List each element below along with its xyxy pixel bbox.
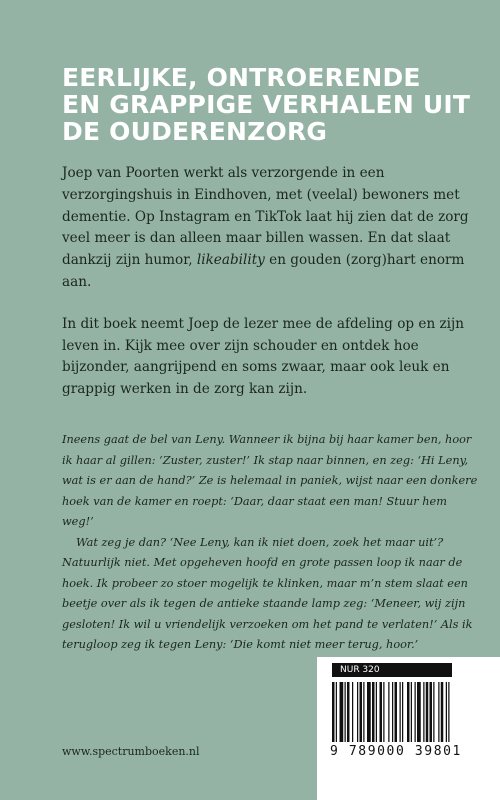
barcode-bar [372,682,375,742]
headline [62,64,482,145]
isbn-barcode [330,682,500,744]
barcode-bar [383,682,384,742]
barcode-bar [400,682,401,742]
barcode-bar [415,682,416,742]
barcode-bar [407,682,410,742]
barcode-bar [352,682,353,742]
barcode-bar [438,682,439,742]
barcode-bar [380,682,383,742]
blurb-paragraph-2: In dit boek neemt Joep de lezer mee de afdeling op en zijn leven in. Kijk mee over zijn schouder en ontdek hoe bijzonder, aangrijpend en soms zwaar, maar ook leuk en grappig werken in de zorg kan zijn. [62,315,465,398]
barcode-bar [430,682,433,742]
blurb-text: en gouden (zorg)hart enorm aan. [62,252,465,290]
barcode-bar [392,682,393,742]
barcode-bar [411,682,412,742]
isbn-digits: 9 789000 39801 [330,744,462,759]
barcode-bar [376,682,377,742]
barcode-bar [417,682,421,742]
blurb-paragraph-1 [62,163,480,294]
barcode-bar [340,682,344,742]
book-excerpt [62,430,480,656]
barcode-bar [426,682,429,742]
blurb [62,163,480,421]
excerpt-paragraph-1: Ineens gaat de bel van Leny. Wanneer ik bijna bij haar kamer ben, hoor ik haar al gillen: ‘Zuster, zuster!’ Ik stap naar binnen, en zeg: ‘Hi Leny, wat is er aan de hand?’ Ze is helemaal in paniek, wijst naar een donkere hoek van de kamer en roept: ‘Daar, daar staat een man! Stuur hem weg!’ [62,433,478,528]
barcode-bar [347,682,350,742]
barcode-bar [448,682,449,742]
barcode-bar [357,682,358,742]
headline-line: EN GRAPPIGE VERHALEN UIT [62,90,471,119]
publisher-website: www.spectrumboeken.nl [62,745,200,758]
blurb-emphasis: likeability [196,252,265,269]
barcode-bar [388,682,389,742]
barcode-bar [345,682,346,742]
barcode-bar [402,682,403,742]
headline-line: EERLIJKE, ONTROERENDE [62,63,421,92]
barcode-bar [363,682,364,742]
barcode-bar [332,682,335,742]
blurb-text: Joep van Poorten werkt als verzorgende in een verzorgingshuis in Eindhoven, met (veelal) bewoners met dementie. Op Instagram en TikTok laat hij zien dat de zorg veel meer is dan alleen maar billen wassen. En dat slaat dankzij zijn humor, [62,165,469,269]
barcode-bar [395,682,398,742]
barcode-bar [360,682,363,742]
barcode-bar [446,682,447,742]
barcode-bar [367,682,371,742]
barcode-bar [433,682,434,742]
nur-code: NUR 320 [332,663,452,677]
barcode-bar [441,682,444,742]
barcode-bar [336,682,337,742]
headline-line: DE OUDERENZORG [62,117,328,146]
barcode-bar [423,682,424,742]
excerpt-paragraph-2: Wat zeg je dan? ‘Nee Leny, kan ik niet doen, zoek het maar uit’? Natuurlijk niet. Met opgeheven hoofd en grote passen loop ik naar de hoek. Ik probeer zo stoer mogelijk te klinken, maar m’n stem slaat een beetje over als ik tegen de antieke staande lamp zeg: ‘Meneer, wij zijn gesloten! Ik wil u vriendelijk verzoeken om het pand te verlaten!’ Als ik terugloop zeg ik tegen Leny: ‘Die komt niet meer terug, hoor.’ [62,535,473,651]
